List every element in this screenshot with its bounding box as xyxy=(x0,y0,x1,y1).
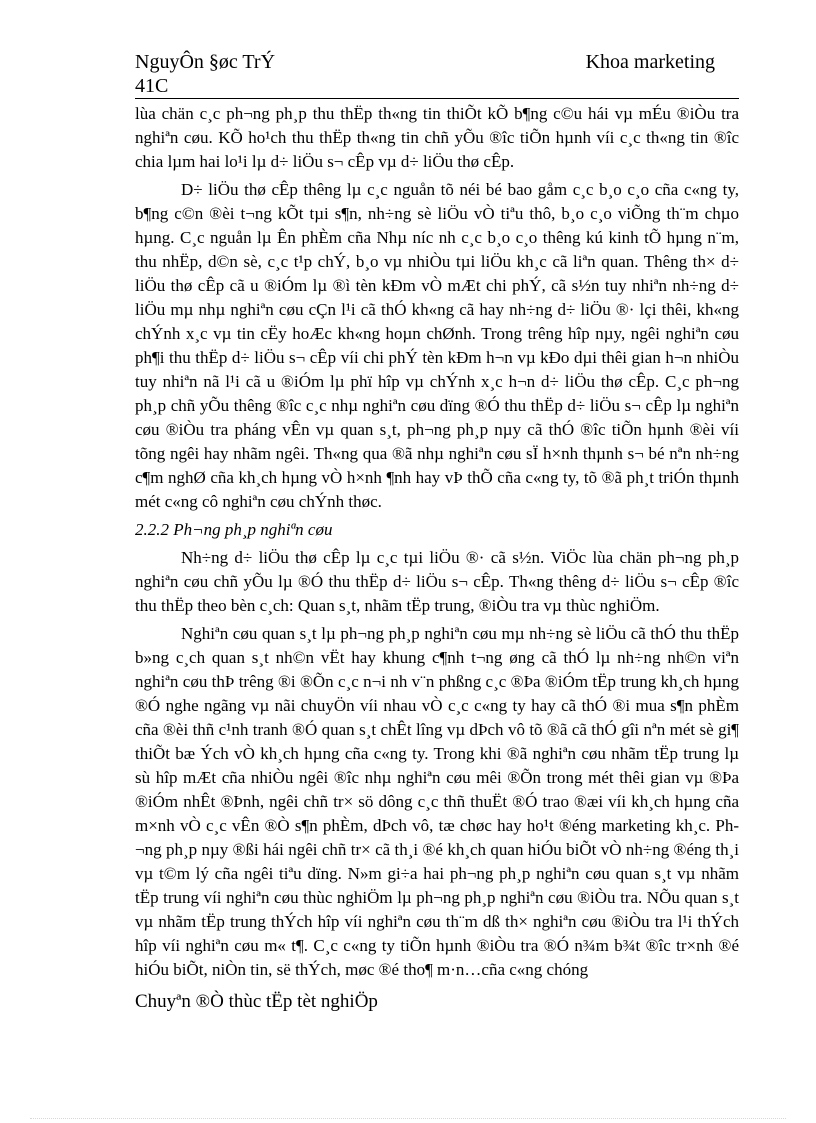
paragraph-2: D÷ liÖu thø cÊp thêng lµ c¸c nguån tõ néi bé bao gåm c¸c b¸o c¸o cña c«ng ty, b¶ng c©n ®èi t¬ng kÕt tµi s¶n, nh÷ng sè liÖu vÒ tiªu thô, b¸o c¸o viÕng th¨m chµo hµng. C¸c nguån lµ Ên phÈm cña Nhµ níc nh c¸c b¸o c¸o thêng kú kinh tÕ hµng n¨m, thu nhËp, d©n sè, c¸c t¹p chÝ, b¸o vµ nhiÒu tµi liÖu kh¸c cã liªn quan. Thêng th× d÷ liÖu thø cÊp cã u ®iÓm lµ ®ì tèn kÐm vÒ mÆt chi phÝ, cã s½n tuy nhiªn nh÷ng d÷ liÖu mµ nhµ nghiªn cøu cÇn l¹i cã thÓ kh«ng cã hay nh÷ng d÷ liÖu ®· lçi thêi, kh«ng chÝnh x¸c vµ tin cËy hoÆc kh«ng hoµn chØnh. Trong trêng hîp nµy, ngêi nghiªn cøu ph¶i thu thËp d÷ liÖu s¬ cÊp víi chi phÝ tèn kÐm h¬n vµ kÐo dµi thêi gian h¬n nhiÒu tuy nhiªn nã l¹i cã u ®iÓm lµ phï hîp vµ chÝnh x¸c h¬n d÷ liÖu thø cÊp. C¸c ph¬ng ph¸p chñ yÕu thêng ®îc c¸c nhµ nghiªn cøu dïng ®Ó thu thËp d÷ liÖu s¬ cÊp lµ nghiªn cøu ®iÒu tra pháng vÊn vµ quan s¸t, ph¬ng ph¸p nµy cã thÓ ®îc tiÕn hµnh ®èi víi tõng ngêi hay nhãm ngêi. Th«ng qua ®ã nhµ nghiªn cøu sÏ h×nh thµnh s¬ bé nªn nh÷ng c¶m nghØ cña kh¸ch hµng vÒ h×nh ¶nh hay vÞ thÕ cña c«ng ty, tõ ®ã ph¸t triÓn thµnh mét c«ng cô nghiªn cøu chÝnh thøc. xyxy=(135,180,739,511)
paragraph-4: Nghiªn cøu quan s¸t lµ ph¬ng ph¸p nghiªn cøu mµ nh÷ng sè liÖu cã thÓ thu thËp b»ng c¸ch quan s¸t nh©n vËt hay khung c¶nh t¬ng øng cã thÓ lµ nh÷ng nh©n viªn nghiªn cøu thÞ trêng ®i ®Õn c¸c n¬i nh v¨n phßng c¸c ®Þa ®iÓm tËp trung kh¸ch hµng ®Ó nghe ngãng vµ nãi chuyÖn víi nhau vÒ c¸c c«ng ty hay cã thÓ ®i mua s¶n phÈm cña ®èi thñ c¹nh tranh ®Ó quan s¸t chÊt lîng vµ dÞch vô tõ ®ã cã thÓ gîi nªn mét sè gi¶ thiÕt bæ Ých vÒ kh¸ch hµng cña c«ng ty. Trong khi ®ã nghiªn cøu nhãm tËp trung lµ sù hîp mÆt cña nhiÒu ngêi ®îc nhµ nghiªn cøu mêi ®Õn trong mét thêi gian vµ ®Þa ®iÓm nhÊt ®Þnh, ngêi chñ tr× sö dông c¸c thñ thuËt ®Ó trao ®æi víi kh¸ch hµng cña m×nh vÒ c¸c vÊn ®Ò s¶n phÈm, dÞch vô, tæ chøc hay ho¹t ®éng marketing kh¸c. Ph¬ng ph¸p nµy ®ßi hái ngêi chñ tr× cã th¸i ®é kh¸ch quan hiÓu biÕt vÒ nh÷ng ®éng th¸i vµ t©m lý cña ngêi tiªu dïng. N»m gi÷a hai ph¬ng ph¸p nghiªn cøu quan s¸t vµ nhãm tËp trung víi nghiªn cøu thùc nghiÖm lµ ph¬ng ph¸p nghiªn cøu ®iÒu tra. NÕu quan s¸t vµ nhãm tËp trung thÝch hîp víi nghiªn cøu th¨m dß th× nghiªn cøu ®iÒu tra l¹i thÝch hîp víi nghiªn cøu m« t¶. C¸c c«ng ty tiÕn hµnh ®iÒu tra ®Ó n¾m b¾t ®îc tr×nh ®é hiÓu biÕt, niÒn tin, së thÝch, møc ®é tho¶ m·n…cña c«ng chóng xyxy=(135,624,739,979)
paragraph-3: Nh÷ng d÷ liÖu thø cÊp lµ c¸c tµi liÖu ®· cã s½n. ViÖc lùa chän ph¬ng ph¸p nghiªn cøu chñ yÕu lµ ®Ó thu thËp d÷ liÖu s¬ cÊp. Th«ng thêng d÷ liÖu s¬ cÊp ®îc thu thËp theo bèn c¸ch: Quan s¸t, nhãm tËp trung, ®iÒu tra vµ thùc nghiÖm. xyxy=(135,548,739,615)
page-footer: Chuyªn ®Ò thùc tËp tèt nghiÖp xyxy=(135,991,378,1012)
page-header xyxy=(135,50,739,98)
header-rule xyxy=(135,98,739,99)
page-bottom-border xyxy=(30,1118,786,1119)
header-row xyxy=(135,50,739,74)
faculty-name: Khoa marketing xyxy=(585,51,715,73)
class-code: 41C xyxy=(135,75,169,97)
section-heading: 2.2.2 Ph¬ng ph¸p nghiªn cøu xyxy=(135,520,333,539)
page-body xyxy=(135,102,739,1014)
author-name: NguyÔn §øc TrÝ xyxy=(135,51,276,73)
paragraph-1: lùa chän c¸c ph¬ng ph¸p thu thËp th«ng tin thiÕt kÕ b¶ng c©u hái vµ mÉu ®iÒu tra nghiªn cøu. KÕ ho¹ch thu thËp th«ng tin chñ yÕu ®îc tiÕn hµnh víi c¸c th«ng tin ®îc chia lµm hai lo¹i lµ d÷ liÖu s¬ cÊp vµ d÷ liÖu thø cÊp. xyxy=(135,104,739,171)
